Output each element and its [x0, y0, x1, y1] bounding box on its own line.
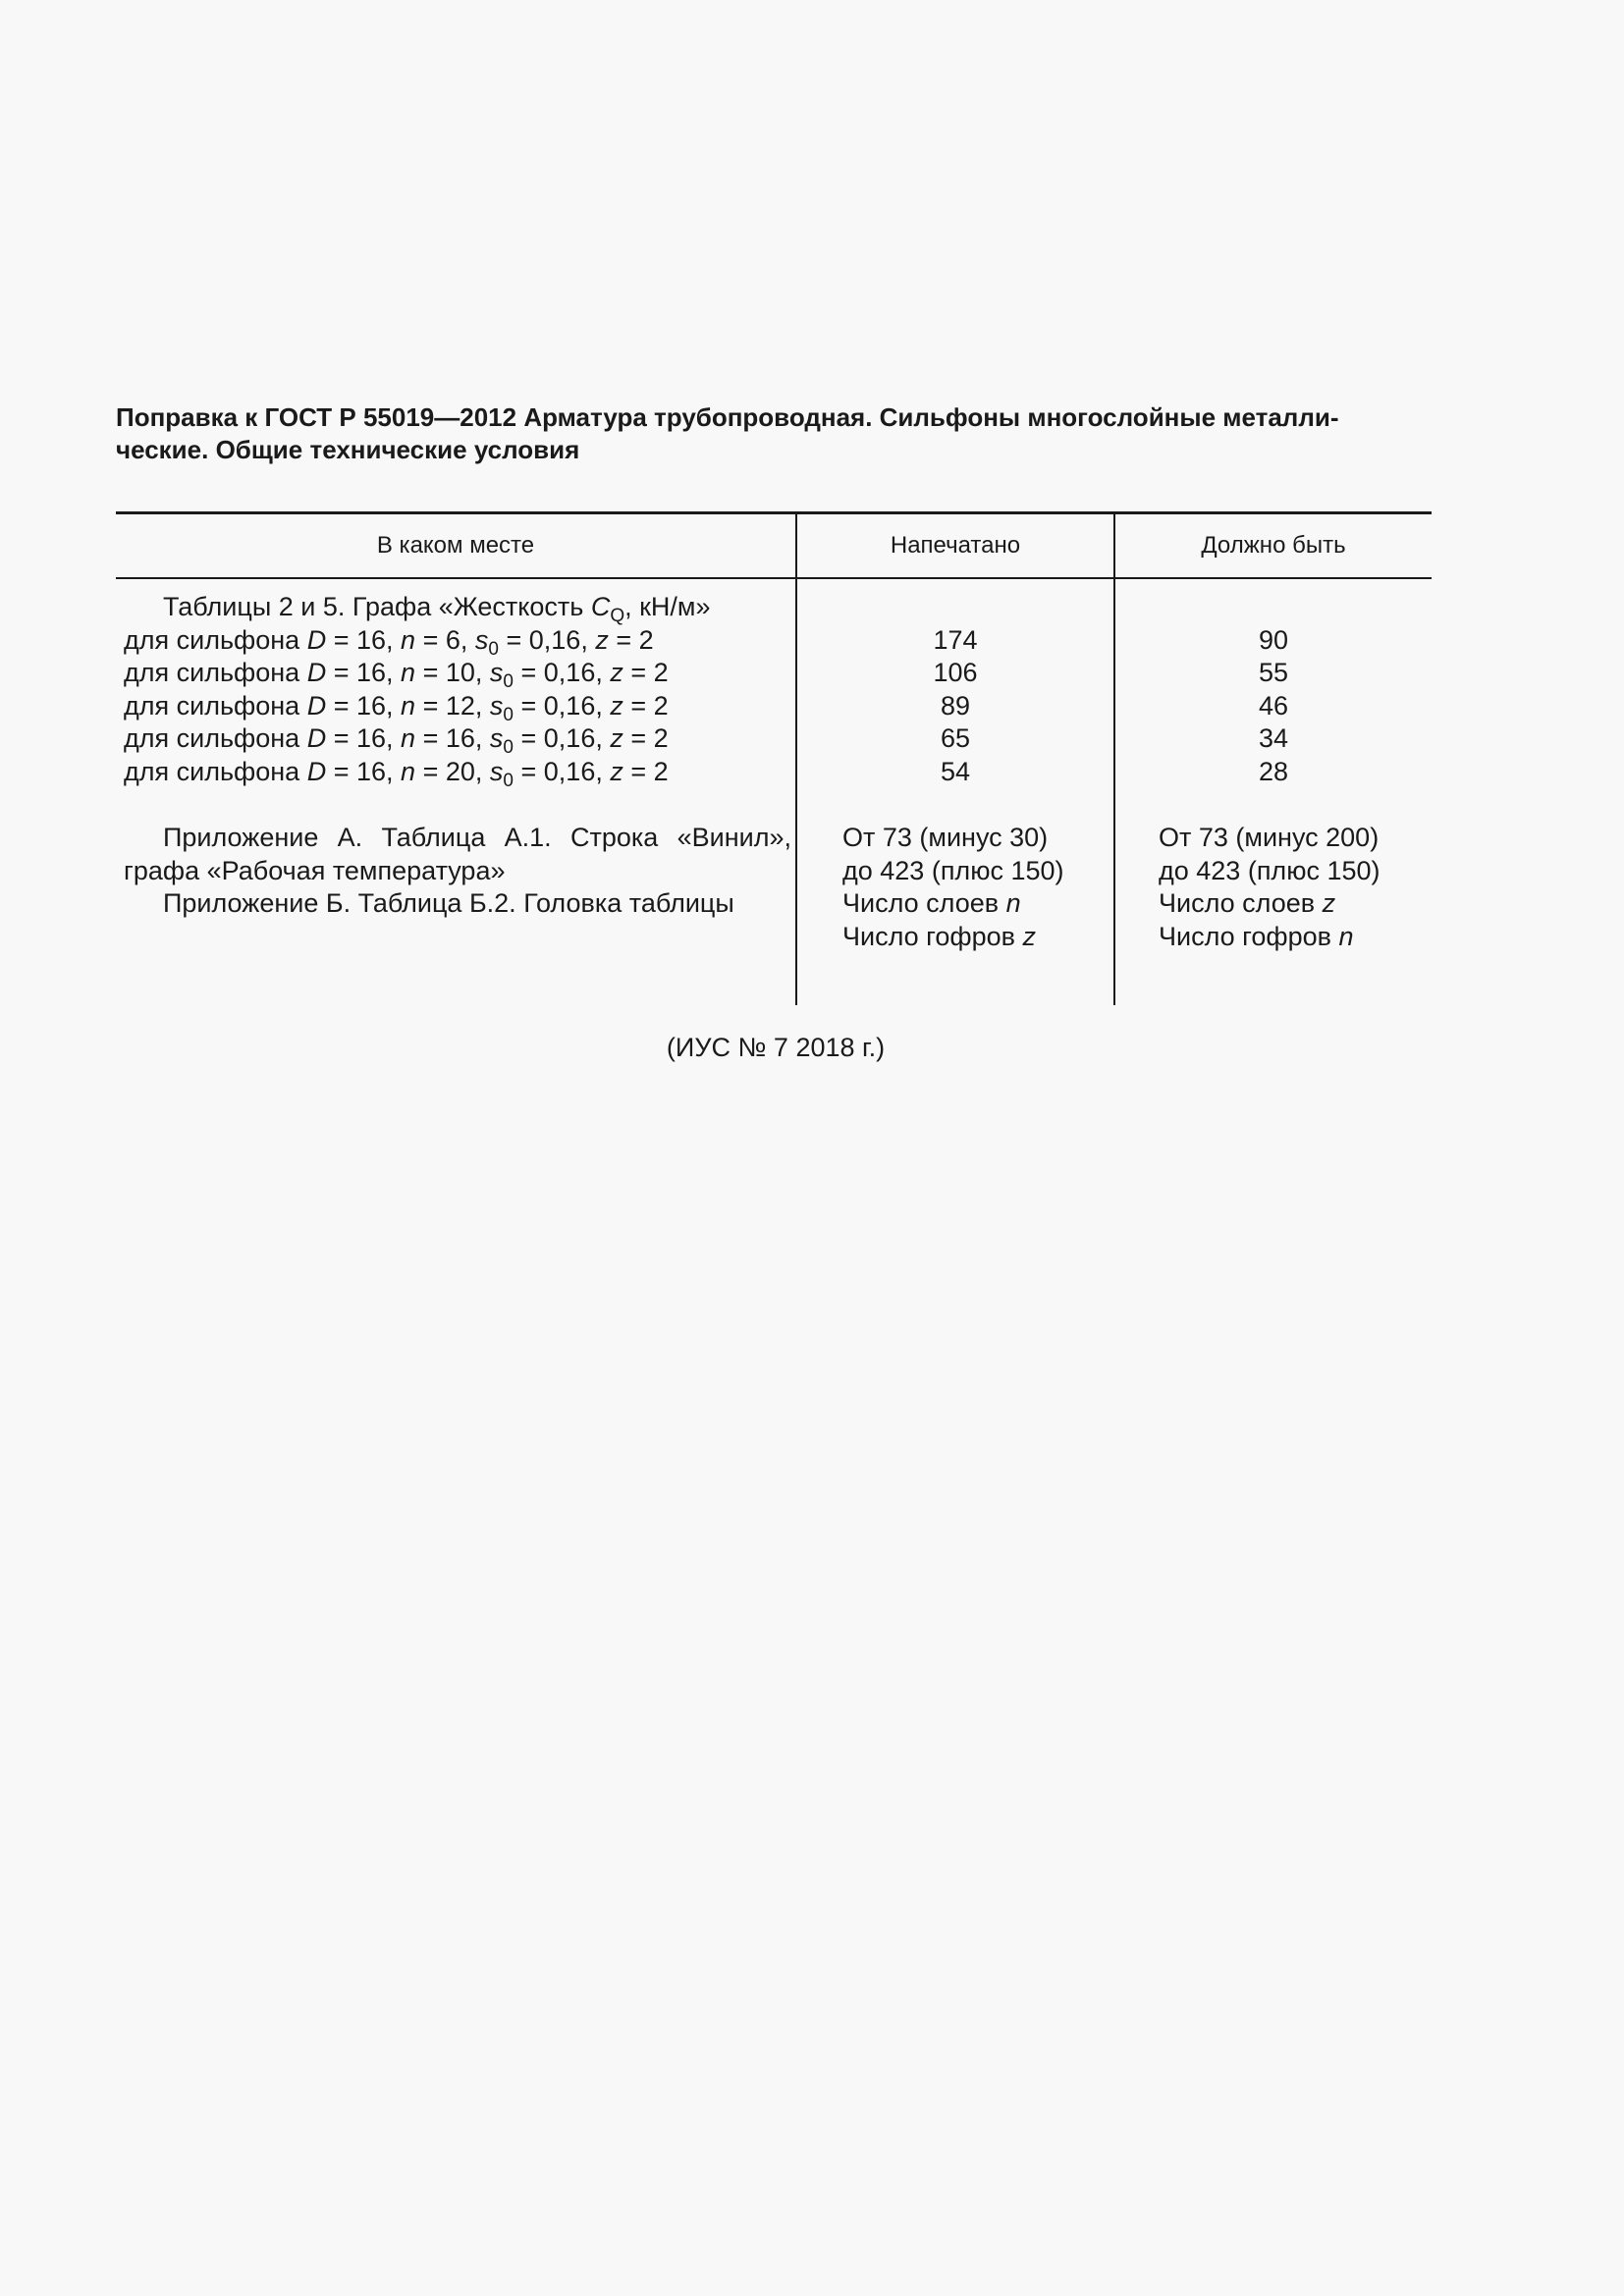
section3-printed-line-1: Число слоев n — [842, 888, 1021, 918]
section2-printed-line-2: до 423 (плюс 150) — [842, 855, 1064, 885]
section1-row-should-be: 28 — [1258, 756, 1289, 786]
section2-line-1: Приложение А. Таблица А.1. Строка «Винил», — [163, 823, 791, 852]
section1-row-should-be: 34 — [1258, 723, 1289, 753]
section1-row-printed: 89 — [940, 690, 971, 721]
section1-heading: Таблицы 2 и 5. Графа «Жесткость $C_Q$, кН/м» — [163, 592, 711, 626]
section2-line-2: графа «Рабочая температура» — [124, 855, 506, 885]
table-body — [116, 579, 1432, 1005]
section3-printed-line-2: Число гофров z — [842, 921, 1037, 951]
section3-should-line-1: Число слоев z — [1159, 888, 1336, 918]
section3-should-line-2: Число гофров n — [1159, 921, 1354, 951]
document-title — [116, 401, 1432, 466]
header-location: В каком месте — [376, 532, 535, 559]
section1-row-label: для сильфона D = 16, n = 20, $s_0 = 0,16$, z = 2 — [124, 756, 669, 791]
section3-line-1: Приложение Б. Таблица Б.2. Головка таблицы — [163, 888, 734, 918]
header-should-be: Должно быть — [1201, 532, 1346, 559]
section2-should-line-1: От 73 (минус 200) — [1159, 823, 1380, 852]
section1-row-label: для сильфона D = 16, n = 10, $s_0 = 0,16$, z = 2 — [124, 658, 669, 692]
correction-table — [116, 511, 1432, 1005]
title-line-2: ческие. Общие технические условия — [116, 435, 580, 464]
section1-row-label: для сильфона D = 16, n = 6, $s_0 = 0,16$, z = 2 — [124, 624, 654, 660]
section1-row-label: для сильфона D = 16, n = 16, $s_0 = 0,16$, z = 2 — [124, 723, 669, 758]
title-line-1: Поправка к ГОСТ Р 55019—2012 Арматура трубопроводная. Сильфоны многослойные металли- — [116, 402, 1339, 432]
section1-row-printed: 106 — [933, 658, 978, 687]
section1-row-printed: 174 — [933, 624, 978, 655]
section1-row-should-be: 46 — [1258, 690, 1289, 721]
table-header — [116, 514, 1432, 579]
header-printed: Напечатано — [890, 532, 1021, 559]
footer-note: (ИУС № 7 2018 г.) — [666, 1033, 886, 1062]
section1-row-label: для сильфона D = 16, n = 12, $s_0 = 0,16$, z = 2 — [124, 690, 669, 725]
section1-row-should-be: 90 — [1258, 624, 1289, 655]
section1-row-should-be: 55 — [1258, 658, 1289, 687]
section1-row-printed: 65 — [940, 723, 971, 753]
section1-row-printed: 54 — [940, 756, 971, 786]
section2-printed-line-1: От 73 (минус 30) — [842, 823, 1049, 852]
section2-should-line-2: до 423 (плюс 150) — [1159, 855, 1380, 885]
